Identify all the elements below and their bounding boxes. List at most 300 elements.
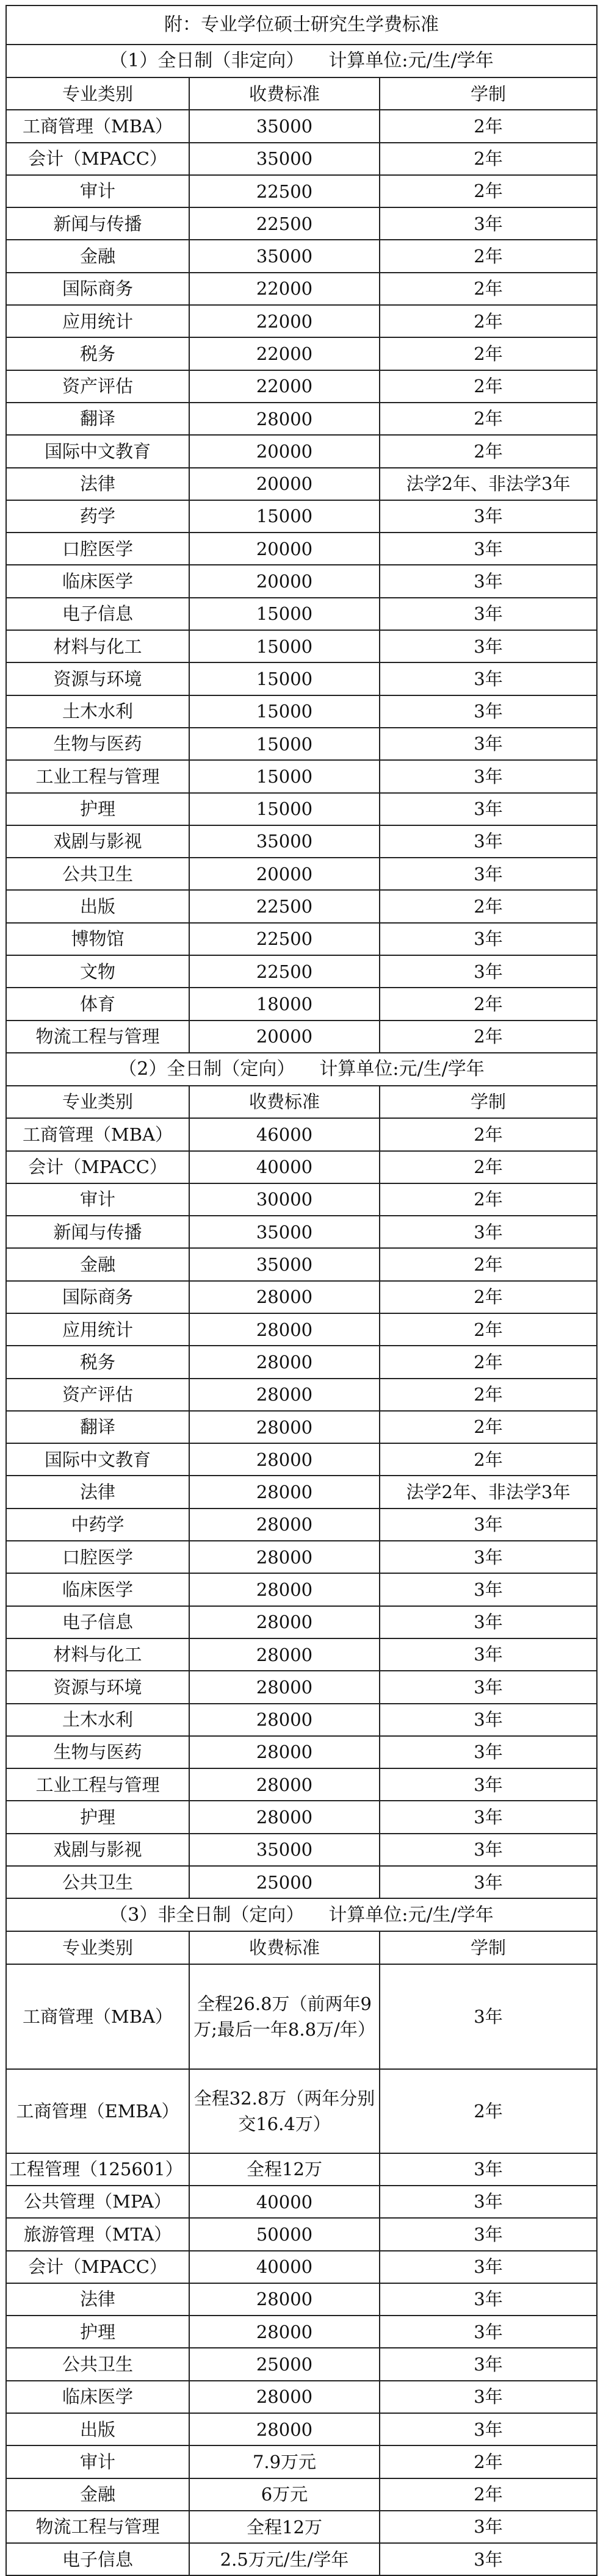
fee-cell: 28000: [190, 1412, 380, 1443]
fee-cell: 22500: [190, 208, 380, 239]
major-name-cell: 体育: [7, 988, 190, 1019]
section-unit-text: 计算单位:元/生/学年: [328, 50, 494, 72]
table-row: [7, 402, 596, 434]
major-name-cell: 护理: [7, 1801, 190, 1832]
duration-cell: 法学2年、非法学3年: [406, 1481, 571, 1502]
duration-cell: 3年: [474, 2386, 503, 2408]
section-heading-text: （3）非全日制（定向）: [109, 1904, 305, 1926]
fee-cell: 20000: [190, 468, 380, 500]
major-name-cell: 会计（MPACC）: [7, 143, 190, 174]
duration-cell: 3年: [474, 2353, 503, 2375]
major-name-cell: 护理: [7, 794, 190, 825]
duration-cell: 3年: [474, 2549, 503, 2570]
duration-cell: 3年: [474, 1221, 503, 1243]
duration-cell: 3年: [474, 1709, 503, 1731]
section-heading: [7, 1899, 596, 1931]
major-name-cell: 工商管理（MBA）: [7, 110, 190, 142]
duration-cell: 2年: [474, 408, 503, 429]
duration-cell: 2年: [474, 2100, 503, 2122]
table-row: [7, 239, 596, 271]
table-row: [7, 1475, 596, 1507]
table-row: [7, 142, 596, 174]
fee-cell: 35000: [190, 240, 380, 271]
fee-cell: 28000: [190, 2381, 380, 2413]
major-name-cell: 资源与环境: [7, 663, 190, 694]
column-header: 专业类别: [7, 78, 190, 109]
duration-cell: 3年: [474, 1514, 503, 1535]
major-name-cell: 戏剧与影视: [7, 1834, 190, 1865]
table-row: [7, 857, 596, 889]
table-row: [7, 564, 596, 597]
duration-cell: 2年: [474, 1384, 503, 1405]
fee-cell: 28000: [190, 1574, 380, 1605]
major-name-cell: 翻译: [7, 403, 190, 434]
column-header: 学制: [470, 1937, 506, 1958]
duration-cell: 2年: [474, 1449, 503, 1470]
fee-table: [5, 5, 598, 2576]
table-row: [7, 2068, 596, 2153]
table-row: [7, 2380, 596, 2413]
fee-cell: 28000: [190, 1379, 380, 1410]
major-name-cell: 资源与环境: [7, 1671, 190, 1702]
duration-cell: 3年: [474, 2321, 503, 2342]
major-name-cell: 公共管理（MPA）: [7, 2186, 190, 2217]
fee-cell: 30000: [190, 1184, 380, 1215]
major-name-cell: 金融: [7, 2479, 190, 2510]
major-name-cell: 物流工程与管理: [7, 1021, 190, 1052]
major-name-cell: 税务: [7, 1346, 190, 1377]
fee-cell: 28000: [190, 1801, 380, 1832]
duration-cell: 3年: [474, 213, 503, 234]
major-name-cell: 法律: [7, 2284, 190, 2315]
duration-cell: 2年: [474, 895, 503, 917]
fee-cell: 28000: [190, 2414, 380, 2445]
column-header: 收费标准: [190, 1086, 380, 1118]
major-name-cell: 公共卫生: [7, 1867, 190, 1898]
fee-cell: 20000: [190, 565, 380, 597]
column-header: 专业类别: [7, 1086, 190, 1118]
table-row: [7, 889, 596, 922]
fee-cell: 6万元: [190, 2479, 380, 2510]
major-name-cell: 临床医学: [7, 565, 190, 597]
major-name-cell: 博物馆: [7, 924, 190, 955]
column-header: 专业类别: [7, 1932, 190, 1963]
fee-cell: 40000: [190, 2251, 380, 2283]
fee-cell: 28000: [190, 1769, 380, 1800]
major-name-cell: 物流工程与管理: [7, 2511, 190, 2542]
table-row: [7, 1410, 596, 1443]
major-name-cell: 国际商务: [7, 1282, 190, 1313]
table-title: 附：专业学位硕士研究生学费标准: [164, 14, 439, 36]
section-unit-text: 计算单位:元/生/学年: [319, 1058, 485, 1080]
table-row: [7, 2445, 596, 2477]
table-row: [7, 1247, 596, 1280]
major-name-cell: 临床医学: [7, 1574, 190, 1605]
major-name-cell: 应用统计: [7, 1314, 190, 1345]
table-row: [7, 1150, 596, 1183]
fee-cell: 22000: [190, 371, 380, 402]
major-name-cell: 翻译: [7, 1412, 190, 1443]
column-header: 收费标准: [190, 78, 380, 109]
table-row: [7, 1280, 596, 1313]
duration-cell: 3年: [474, 506, 503, 527]
duration-cell: 2年: [474, 246, 503, 267]
table-row: [7, 1735, 596, 1768]
duration-cell: 2年: [474, 376, 503, 397]
duration-cell: 3年: [474, 2256, 503, 2278]
table-row: [7, 1443, 596, 1475]
fee-cell: 28000: [190, 1444, 380, 1475]
table-row: [7, 1606, 596, 1638]
fee-cell: 15000: [190, 631, 380, 662]
fee-cell: 35000: [190, 1834, 380, 1865]
major-name-cell: 会计（MPACC）: [7, 1152, 190, 1183]
fee-cell: 28000: [190, 1282, 380, 1313]
table-row: [7, 922, 596, 955]
major-name-cell: 新闻与传播: [7, 208, 190, 239]
column-header-row: [7, 77, 596, 109]
table-row: [7, 1508, 596, 1540]
fee-cell: 25000: [190, 2348, 380, 2380]
major-name-cell: 电子信息: [7, 1607, 190, 1638]
table-row: [7, 630, 596, 662]
duration-cell: 3年: [474, 766, 503, 787]
table-row: [7, 825, 596, 857]
table-row: [7, 1020, 596, 1052]
major-name-cell: 审计: [7, 1184, 190, 1215]
fee-cell: 28000: [190, 2316, 380, 2347]
duration-cell: 2年: [474, 1124, 503, 1145]
duration-cell: 3年: [474, 1612, 503, 1633]
major-name-cell: 戏剧与影视: [7, 826, 190, 857]
duration-cell: 3年: [474, 1806, 503, 1828]
table-row: [7, 759, 596, 792]
fee-cell: 28000: [190, 1509, 380, 1540]
fee-cell: 28000: [190, 1671, 380, 1702]
table-row: [7, 2413, 596, 2445]
table-row: [7, 500, 596, 532]
fee-cell: 50000: [190, 2219, 380, 2250]
table-row: [7, 662, 596, 694]
duration-cell: 3年: [474, 636, 503, 657]
table-row: [7, 1768, 596, 1800]
major-name-cell: 口腔医学: [7, 1541, 190, 1573]
major-name-cell: 税务: [7, 338, 190, 369]
fee-cell: 35000: [190, 110, 380, 142]
fee-cell: 35000: [190, 826, 380, 857]
major-name-cell: 土木水利: [7, 1704, 190, 1735]
major-name-cell: 应用统计: [7, 306, 190, 337]
major-name-cell: 工商管理（MBA）: [7, 1965, 190, 2068]
section-heading-text: （1）全日制（非定向）: [109, 50, 305, 72]
fee-cell: 20000: [190, 533, 380, 564]
duration-cell: 3年: [474, 2516, 503, 2538]
major-name-cell: 旅游管理（MTA）: [7, 2219, 190, 2250]
major-name-cell: 生物与医药: [7, 728, 190, 759]
table-row: [7, 434, 596, 467]
section-unit-text: 计算单位:元/生/学年: [328, 1904, 494, 1926]
duration-cell: 2年: [474, 1351, 503, 1372]
duration-cell: 2年: [474, 993, 503, 1014]
section-heading-row: [7, 1052, 596, 1085]
duration-cell: 2年: [474, 148, 503, 170]
fee-cell: 15000: [190, 696, 380, 727]
duration-cell: 3年: [474, 1871, 503, 1893]
fee-cell: 22500: [190, 956, 380, 987]
duration-cell: 3年: [474, 603, 503, 625]
duration-cell: 2年: [474, 115, 503, 137]
major-name-cell: 药学: [7, 501, 190, 532]
fee-cell: 28000: [190, 403, 380, 434]
duration-cell: 3年: [474, 2289, 503, 2310]
duration-cell: 3年: [474, 2223, 503, 2245]
duration-cell: 3年: [474, 668, 503, 689]
table-row: [7, 2347, 596, 2380]
duration-cell: 2年: [474, 278, 503, 300]
table-row: [7, 467, 596, 500]
fee-cell: 35000: [190, 1249, 380, 1280]
fee-cell: 28000: [190, 1639, 380, 1670]
fee-cell: 2.5万元/生/学年: [190, 2544, 380, 2575]
column-header-row: [7, 1931, 596, 1963]
fee-cell: 22500: [190, 176, 380, 207]
major-name-cell: 文物: [7, 956, 190, 987]
column-header: 学制: [470, 83, 506, 104]
table-row: [7, 370, 596, 402]
fee-cell: 22000: [190, 338, 380, 369]
table-row: [7, 1183, 596, 1215]
fee-cell: 28000: [190, 1346, 380, 1377]
table-row: [7, 1540, 596, 1573]
table-row: [7, 109, 596, 142]
table-row: [7, 207, 596, 239]
table-row: [7, 1345, 596, 1377]
table-row: [7, 1865, 596, 1898]
duration-cell: 2年: [474, 310, 503, 332]
fee-cell: 15000: [190, 794, 380, 825]
section-heading: [7, 1053, 596, 1085]
fee-cell: 全程12万: [190, 2154, 380, 2185]
fee-cell: 40000: [190, 2186, 380, 2217]
table-row: [7, 792, 596, 825]
table-row: [7, 955, 596, 987]
table-row: [7, 2153, 596, 2185]
table-body: [7, 44, 596, 2575]
duration-cell: 3年: [474, 798, 503, 820]
fee-cell: 20000: [190, 858, 380, 889]
duration-cell: 3年: [474, 831, 503, 852]
table-row: [7, 1638, 596, 1670]
fee-cell: 28000: [190, 1476, 380, 1507]
duration-cell: 3年: [474, 961, 503, 982]
table-row: [7, 272, 596, 304]
column-header-row: [7, 1085, 596, 1118]
table-row: [7, 597, 596, 630]
major-name-cell: 资产评估: [7, 1379, 190, 1410]
major-name-cell: 金融: [7, 1249, 190, 1280]
major-name-cell: 出版: [7, 891, 190, 922]
fee-cell: 28000: [190, 1704, 380, 1735]
table-row: [7, 987, 596, 1019]
table-row: [7, 1833, 596, 1865]
major-name-cell: 工程管理（125601）: [7, 2154, 190, 2185]
major-name-cell: 法律: [7, 468, 190, 500]
fee-cell: 全程12万: [190, 2511, 380, 2542]
major-name-cell: 出版: [7, 2414, 190, 2445]
major-name-cell: 国际中文教育: [7, 1444, 190, 1475]
fee-cell: 15000: [190, 728, 380, 759]
section-heading-text: （2）全日制（定向）: [118, 1058, 295, 1080]
table-row: [7, 1118, 596, 1150]
table-row: [7, 727, 596, 759]
major-name-cell: 工商管理（EMBA）: [7, 2070, 190, 2153]
duration-cell: 法学2年、非法学3年: [406, 473, 571, 495]
table-row: [7, 2283, 596, 2315]
table-row: [7, 1800, 596, 1832]
major-name-cell: 会计（MPACC）: [7, 2251, 190, 2283]
fee-cell: 28000: [190, 2284, 380, 2315]
fee-cell: 28000: [190, 1737, 380, 1768]
fee-cell: 全程32.8万（两年分别交16.4万）: [190, 2070, 380, 2153]
major-name-cell: 金融: [7, 240, 190, 271]
major-name-cell: 国际商务: [7, 273, 190, 304]
fee-cell: 7.9万元: [190, 2446, 380, 2477]
major-name-cell: 口腔医学: [7, 533, 190, 564]
duration-cell: 2年: [474, 1157, 503, 1178]
duration-cell: 2年: [474, 2451, 503, 2472]
fee-cell: 15000: [190, 663, 380, 694]
fee-cell: 35000: [190, 143, 380, 174]
fee-cell: 15000: [190, 761, 380, 792]
duration-cell: 2年: [474, 343, 503, 364]
major-name-cell: 生物与医药: [7, 1737, 190, 1768]
table-row: [7, 1215, 596, 1247]
table-row: [7, 1703, 596, 1735]
table-row: [7, 532, 596, 564]
fee-cell: 18000: [190, 988, 380, 1019]
fee-cell: 22500: [190, 891, 380, 922]
duration-cell: 3年: [474, 733, 503, 755]
fee-cell: 全程26.8万（前两年9万;最后一年8.8万/年）: [190, 1965, 380, 2068]
table-row: [7, 2510, 596, 2542]
table-row: [7, 2542, 596, 2575]
major-name-cell: 资产评估: [7, 371, 190, 402]
duration-cell: 2年: [474, 1286, 503, 1308]
fee-cell: 22500: [190, 924, 380, 955]
table-row: [7, 1964, 596, 2068]
major-name-cell: 审计: [7, 176, 190, 207]
fee-cell: 28000: [190, 1314, 380, 1345]
major-name-cell: 新闻与传播: [7, 1216, 190, 1247]
major-name-cell: 国际中文教育: [7, 436, 190, 467]
fee-cell: 28000: [190, 1607, 380, 1638]
table-row: [7, 2478, 596, 2510]
duration-cell: 2年: [474, 1026, 503, 1047]
duration-cell: 2年: [474, 2484, 503, 2505]
duration-cell: 3年: [474, 1644, 503, 1665]
duration-cell: 3年: [474, 2419, 503, 2440]
major-name-cell: 土木水利: [7, 696, 190, 727]
section-heading-row: [7, 44, 596, 77]
major-name-cell: 材料与化工: [7, 1639, 190, 1670]
table-row: [7, 2217, 596, 2250]
duration-cell: 3年: [474, 570, 503, 592]
major-name-cell: 工业工程与管理: [7, 1769, 190, 1800]
column-header: 学制: [470, 1091, 506, 1113]
section-heading-row: [7, 1898, 596, 1931]
duration-cell: 2年: [474, 1189, 503, 1210]
duration-cell: 3年: [474, 1839, 503, 1860]
duration-cell: 3年: [474, 1579, 503, 1600]
table-row: [7, 1313, 596, 1345]
major-name-cell: 公共卫生: [7, 2348, 190, 2380]
major-name-cell: 临床医学: [7, 2381, 190, 2413]
major-name-cell: 中药学: [7, 1509, 190, 1540]
duration-cell: 3年: [474, 538, 503, 559]
duration-cell: 3年: [474, 863, 503, 884]
table-row: [7, 174, 596, 207]
fee-cell: 28000: [190, 1541, 380, 1573]
fee-cell: 15000: [190, 501, 380, 532]
major-name-cell: 材料与化工: [7, 631, 190, 662]
duration-cell: 3年: [474, 1774, 503, 1795]
major-name-cell: 电子信息: [7, 598, 190, 630]
table-row: [7, 304, 596, 337]
major-name-cell: 公共卫生: [7, 858, 190, 889]
fee-cell: 20000: [190, 436, 380, 467]
fee-cell: 46000: [190, 1119, 380, 1150]
section-heading: [7, 45, 596, 77]
duration-cell: 2年: [474, 440, 503, 462]
major-name-cell: 电子信息: [7, 2544, 190, 2575]
fee-cell: 35000: [190, 1216, 380, 1247]
major-name-cell: 法律: [7, 1476, 190, 1507]
fee-cell: 22000: [190, 306, 380, 337]
table-row: [7, 1378, 596, 1410]
duration-cell: 2年: [474, 1254, 503, 1275]
major-name-cell: 审计: [7, 2446, 190, 2477]
table-row: [7, 2315, 596, 2347]
duration-cell: 3年: [474, 2191, 503, 2212]
major-name-cell: 工业工程与管理: [7, 761, 190, 792]
column-header: 收费标准: [190, 1932, 380, 1963]
duration-cell: 3年: [474, 1676, 503, 1698]
table-row: [7, 695, 596, 727]
duration-cell: 2年: [474, 181, 503, 202]
table-row: [7, 2185, 596, 2217]
duration-cell: 3年: [474, 2159, 503, 2180]
duration-cell: 2年: [474, 1416, 503, 1438]
fee-cell: 20000: [190, 1021, 380, 1052]
duration-cell: 3年: [474, 701, 503, 722]
table-row: [7, 2250, 596, 2283]
table-row: [7, 1573, 596, 1605]
table-title-row: [7, 5, 596, 44]
duration-cell: 3年: [474, 1742, 503, 1763]
duration-cell: 3年: [474, 1546, 503, 1568]
table-row: [7, 337, 596, 369]
major-name-cell: 工商管理（MBA）: [7, 1119, 190, 1150]
fee-cell: 15000: [190, 598, 380, 630]
table-row: [7, 1670, 596, 1702]
fee-cell: 25000: [190, 1867, 380, 1898]
duration-cell: 3年: [474, 2006, 503, 2027]
duration-cell: 3年: [474, 928, 503, 950]
duration-cell: 2年: [474, 1319, 503, 1340]
fee-cell: 22000: [190, 273, 380, 304]
fee-cell: 40000: [190, 1152, 380, 1183]
major-name-cell: 护理: [7, 2316, 190, 2347]
